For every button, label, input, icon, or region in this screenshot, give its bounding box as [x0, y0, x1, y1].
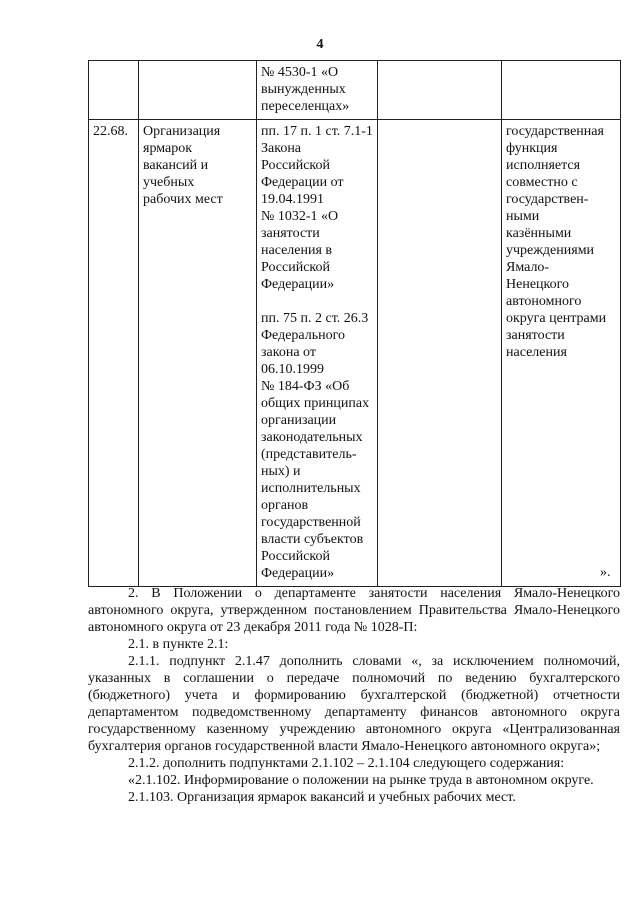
cell-legal-basis [257, 120, 378, 587]
legal-basis-text-2: пп. 75 п. 2 ст. 26.3 Федерального закона от 06.10.1999 № 184-ФЗ «Об общих принципах организации законодательных (представитель- ных) и исполнительных органов государственной власти субъектов Российской Федерации» [261, 311, 370, 581]
note-text: государственная функция исполняется совместно с государствен- ными казёнными учреждениями Ямало- Ненецкого автономного округа центрами занятости населения [506, 124, 607, 360]
cell-function-name [139, 120, 257, 587]
legal-basis-text-1: пп. 17 п. 1 ст. 7.1-1 Закона Российской Федерации от 19.04.1991 № 1032-1 «О занятости населения в Российской Федерации» [261, 124, 373, 292]
body-text [88, 585, 620, 806]
table-row [89, 120, 621, 587]
paragraph-2: 2. В Положении о департаменте занятости населения Ямало-Ненецкого автономного округа, утвержденном постановлением Правительства Ямало-Ненецкого автономного округа от 23 декабря 2011 года № 1028-П: [88, 586, 620, 635]
page-number: 4 [316, 37, 324, 52]
row-number: 22.68. [93, 124, 128, 139]
spacer [261, 293, 373, 310]
table-row [89, 61, 621, 120]
cell-legal-basis [257, 61, 378, 120]
paragraph-2-1-102: «2.1.102. Информирование о положении на рынке труда в автономном округе. [128, 773, 594, 788]
cell-number [89, 61, 139, 120]
closing-quote: ». [600, 565, 611, 580]
paragraph-2-1-2: 2.1.2. дополнить подпунктами 2.1.102 – 2.1.104 следующего содержания: [128, 756, 565, 771]
paragraph-2-1: 2.1. в пункте 2.1: [128, 637, 229, 652]
paragraph-2-1-103: 2.1.103. Организация ярмарок вакансий и учебных рабочих мест. [128, 790, 516, 805]
legal-basis-text: № 4530-1 «О вынужденных переселенцах» [261, 65, 350, 114]
cell-note [502, 120, 621, 587]
functions-table [88, 60, 621, 587]
cell-empty [378, 61, 502, 120]
cell-note [502, 61, 621, 120]
function-name-text: Организация ярмарок вакансий и учебных рабочих мест [143, 124, 223, 207]
paragraph-2-1-1: 2.1.1. подпункт 2.1.47 дополнить словами «, за исключением полномочий, указанных в соглашении о передаче полномочий по ведению бухгалтерского (бюджетного) учета и формированию бухгалтерской (бюджетной) отчетности департаментом подведомственному департаменту финансов автономного округа государственному казенному учреждению автономного округа «Централизованная бухгалтерия органов государственной власти Ямало-Ненецкого автономного округа»; [88, 654, 620, 754]
cell-function-name [139, 61, 257, 120]
cell-number [89, 120, 139, 587]
cell-empty [378, 120, 502, 587]
